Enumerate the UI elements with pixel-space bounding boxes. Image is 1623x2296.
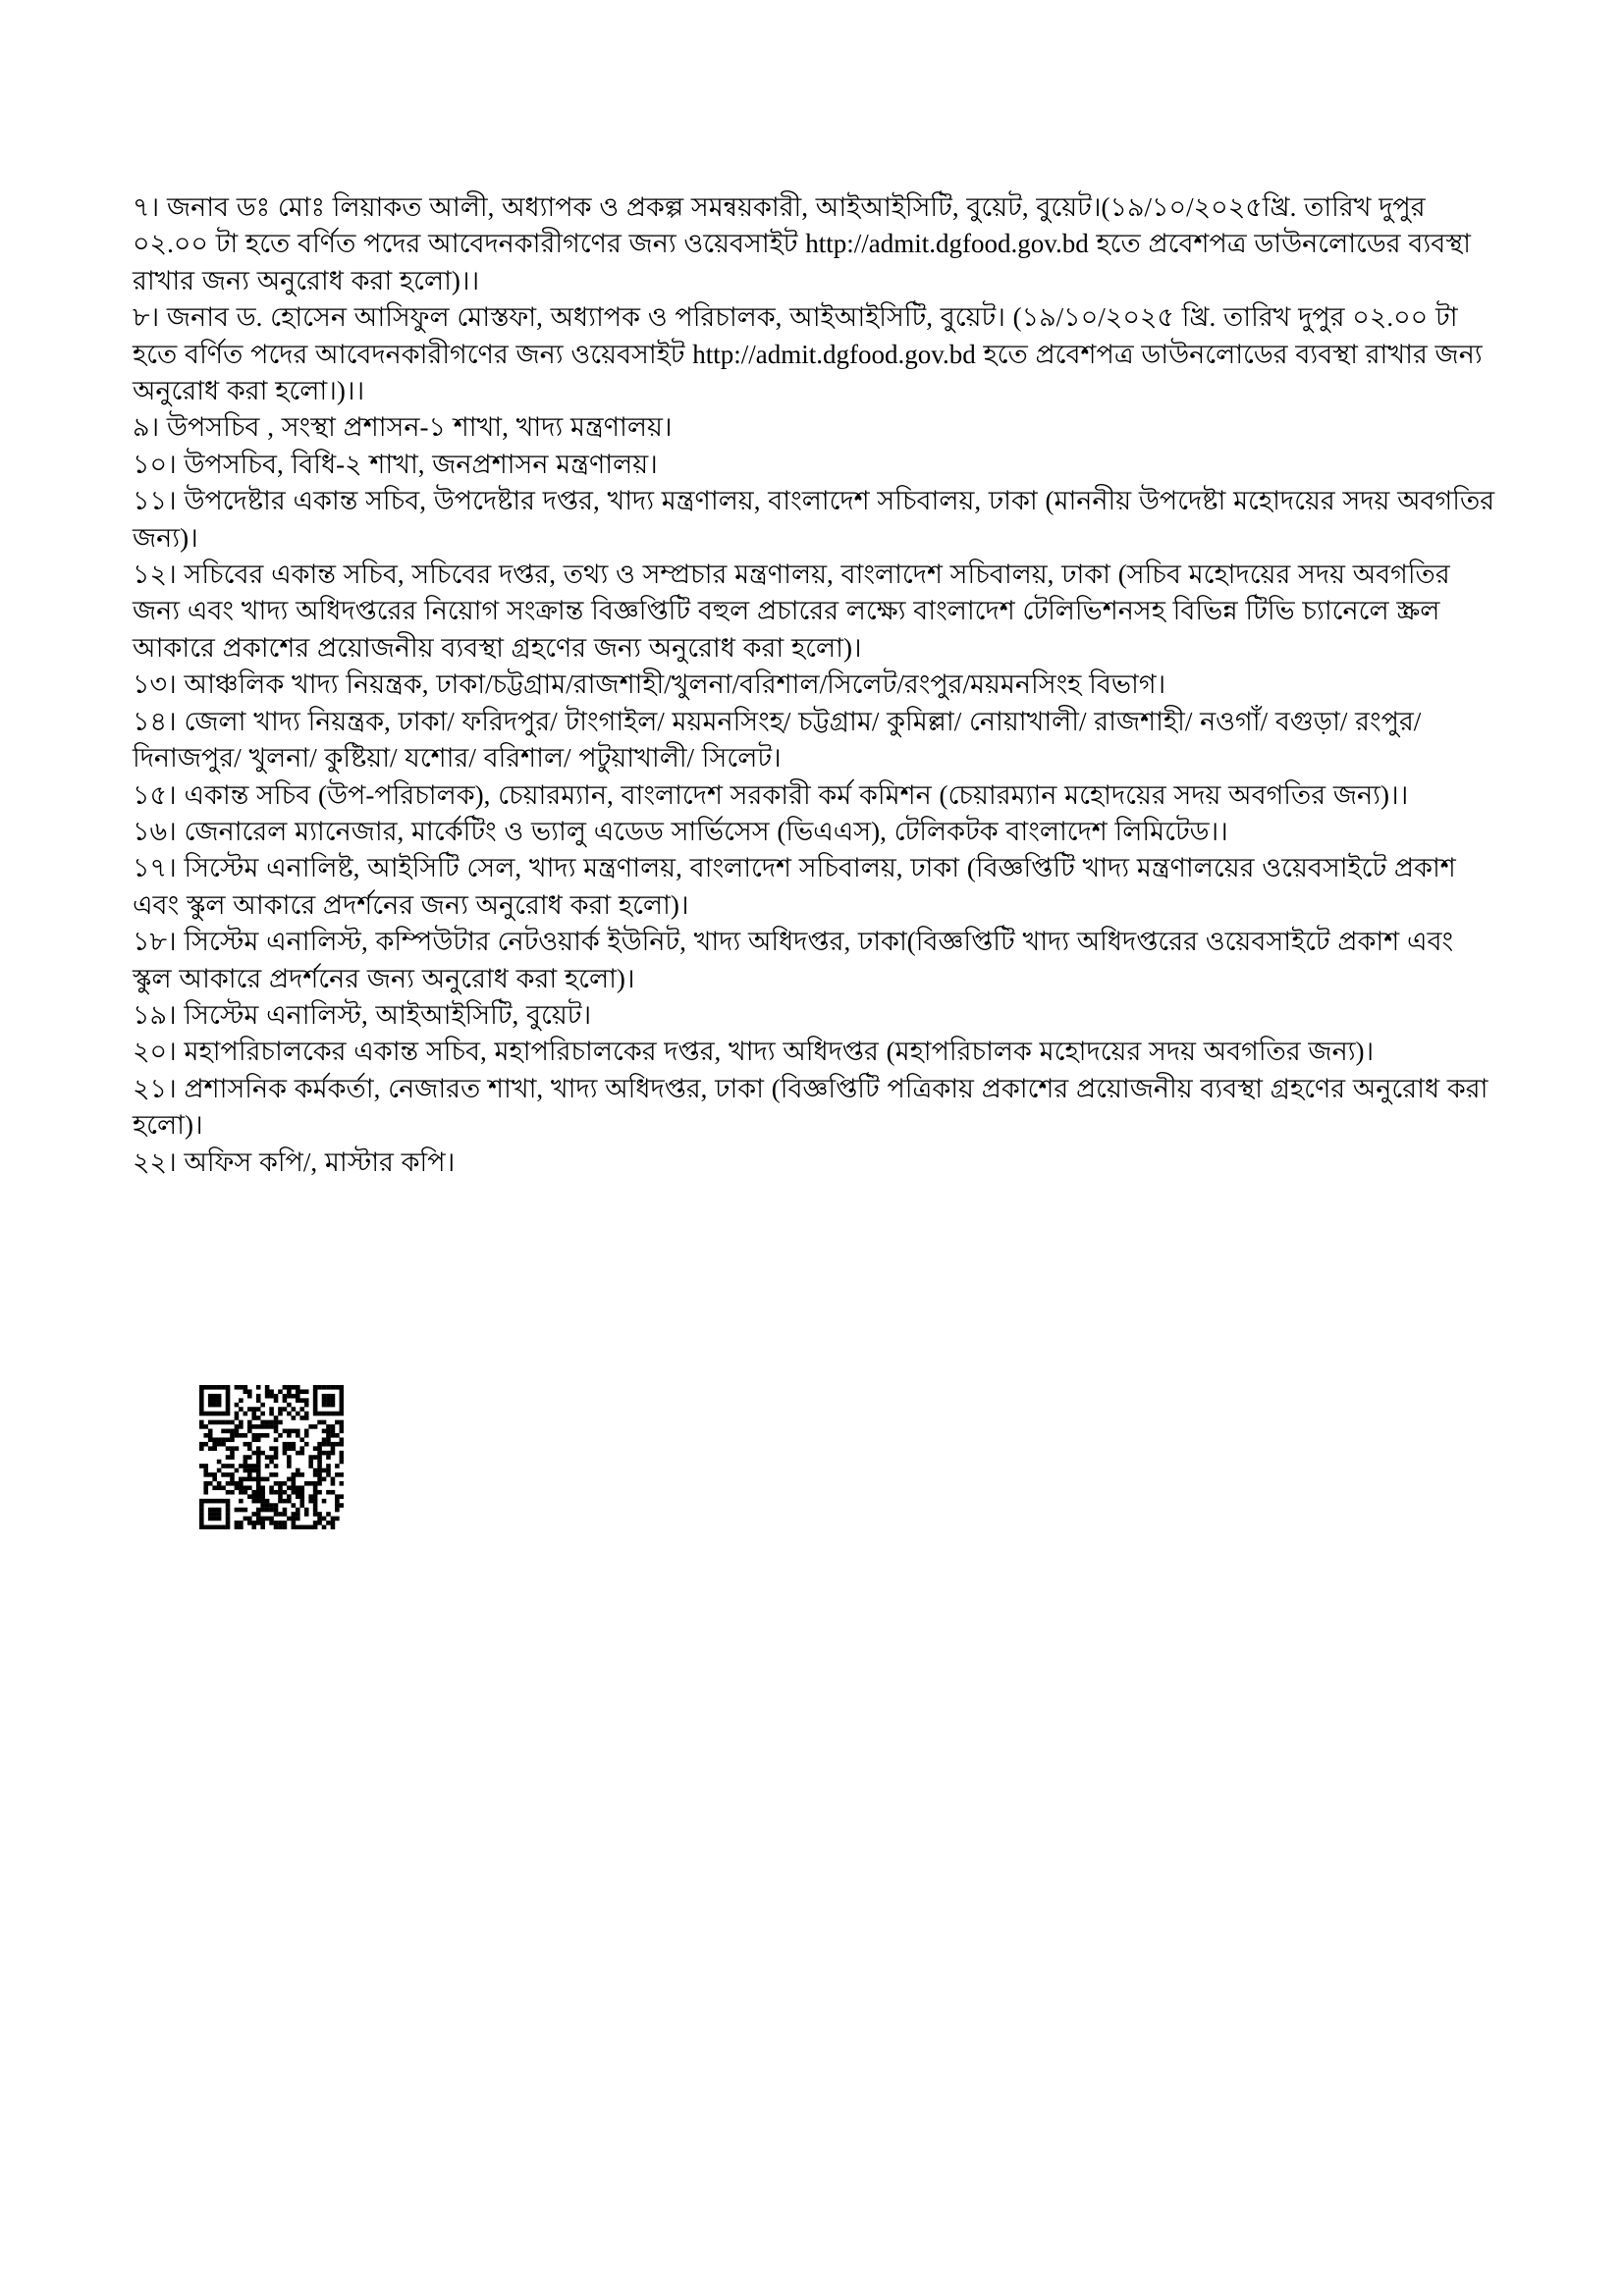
list-item: ১৫। একান্ত সচিব (উপ-পরিচালক), চেয়ারম্যান, বাংলাদেশ সরকারী কর্ম কমিশন (চেয়ারম্যান মহোদয়ের সদয় অবগতির জন্য)।। <box>133 779 1409 810</box>
distribution-list <box>133 189 1495 1181</box>
list-item: ১৬। জেনারেল ম্যানেজার, মার্কেটিং ও ভ্যালু এডেড সার্ভিসেস (ভিএএস), টেলিকটক বাংলাদেশ লিমিটেড।। <box>133 816 1228 846</box>
list-item: ২০। মহাপরিচালকের একান্ত সচিব, মহাপরিচালকের দপ্তর, খাদ্য অধিদপ্তর (মহাপরিচালক মহোদয়ের সদয় অবগতির জন্য)। <box>133 1037 1375 1067</box>
list-item: ১৮। সিস্টেম এনালিস্ট, কম্পিউটার নেটওয়ার্ক ইউনিট, খাদ্য অধিদপ্তর, ঢাকা(বিজ্ঞপ্তিটি খাদ্য অধিদপ্তরের ওয়েবসাইটে প্রকাশ এবং স্কুল আকারে প্রদর্শনের জন্য অনুরোধ করা হলো)। <box>133 927 1454 993</box>
list-item: ১০। উপসচিব, বিধি-২ শাখা, জনপ্রশাসন মন্ত্রণালয়। <box>133 449 658 479</box>
list-item: ২১। প্রশাসনিক কর্মকর্তা, নেজারত শাখা, খাদ্য অধিদপ্তর, ঢাকা (বিজ্ঞপ্তিটি পত্রিকায় প্রকাশের প্রয়োজনীয় ব্যবস্থা গ্রহণের অনুরোধ করা হলো)। <box>133 1073 1488 1141</box>
list-item: ৯। উপসচিব , সংস্থা প্রশাসন-১ শাখা, খাদ্য মন্ত্রণালয়। <box>133 412 673 443</box>
list-item: ১২। সচিবের একান্ত সচিব, সচিবের দপ্তর, তথ্য ও সম্প্রচার মন্ত্রণালয়, বাংলাদেশ সচিবালয়, ঢাকা (সচিব মহোদয়ের সদয় অবগতির জন্য এবং খাদ্য অধিদপ্তরের নিয়োগ সংক্রান্ত বিজ্ঞপ্তিটি বহুল প্রচারের লক্ষ্যে বাংলাদেশ টেলিভিশনসহ বিভিন্ন টিভি চ্যানেলে স্ক্রল আকারে প্রকাশের প্রয়োজনীয় ব্যবস্থা গ্রহণের জন্য অনুরোধ করা হলো)। <box>133 560 1450 663</box>
list-item: ৮। জনাব ড. হোসেন আসিফুল মোস্তফা, অধ্যাপক ও পরিচালক, আইআইসিটি, বুয়েট। (১৯/১০/২০২৫ খ্রি. তারিখ দুপুর ০২.০০ টা হতে বর্ণিত পদের আবেদনকারীগণের জন্য ওয়েবসাইট http://admit.dgfood.gov.bd হতে প্রবেশপত্র ডাউনলোডের ব্যবস্থা রাখার জন্য অনুরোধ করা হলো।)।। <box>133 302 1483 406</box>
qr-code-icon <box>199 1385 344 1529</box>
list-item: ৭। জনাব ডঃ মোঃ লিয়াকত আলী, অধ্যাপক ও প্রকল্প সমন্বয়কারী, আইআইসিটি, বুয়েট, বুয়েট।(১৯/১০/২০২৫খ্রি. তারিখ দুপুর ০২.০০ টা হতে বর্ণিত পদের আবেদনকারীগণের জন্য ওয়েবসাইট http://admit.dgfood.gov.bd হতে প্রবেশপত্র ডাউনলোডের ব্যবস্থা রাখার জন্য অনুরোধ করা হলো)।। <box>133 192 1471 295</box>
list-item: ১৭। সিস্টেম এনালিষ্ট, আইসিটি সেল, খাদ্য মন্ত্রণালয়, বাংলাদেশ সচিবালয়, ঢাকা (বিজ্ঞপ্তিটি খাদ্য মন্ত্রণালয়ের ওয়েবসাইটে প্রকাশ এবং স্কুল আকারে প্রদর্শনের জন্য অনুরোধ করা হলো)। <box>133 853 1456 920</box>
list-item: ২২। অফিস কপি/, মাস্টার কপি। <box>133 1147 456 1177</box>
list-item: ১৯। সিস্টেম এনালিস্ট, আইআইসিটি, বুয়েট। <box>133 999 592 1030</box>
list-item: ১১। উপদেষ্টার একান্ত সচিব, উপদেষ্টার দপ্তর, খাদ্য মন্ত্রণালয়, বাংলাদেশ সচিবালয়, ঢাকা (মাননীয় উপদেষ্টা মহোদয়ের সদয় অবগতির জন্য)। <box>133 486 1495 553</box>
list-item: ১৩। আঞ্চলিক খাদ্য নিয়ন্ত্রক, ঢাকা/চট্টগ্রাম/রাজশাহী/খুলনা/বরিশাল/সিলেট/রংপুর/ময়মনসিংহ বিভাগ। <box>133 669 1166 700</box>
list-item: ১৪। জেলা খাদ্য নিয়ন্ত্রক, ঢাকা/ ফরিদপুর/ টাংগাইল/ ময়মনসিংহ/ চট্টগ্রাম/ কুমিল্লা/ নোয়াখালী/ রাজশাহী/ নওগাঁ/ বগুড়া/ রংপুর/ দিনাজপুর/ খুলনা/ কুষ্টিয়া/ যশোর/ বরিশাল/ পটুয়াখালী/ সিলেট। <box>133 706 1422 774</box>
